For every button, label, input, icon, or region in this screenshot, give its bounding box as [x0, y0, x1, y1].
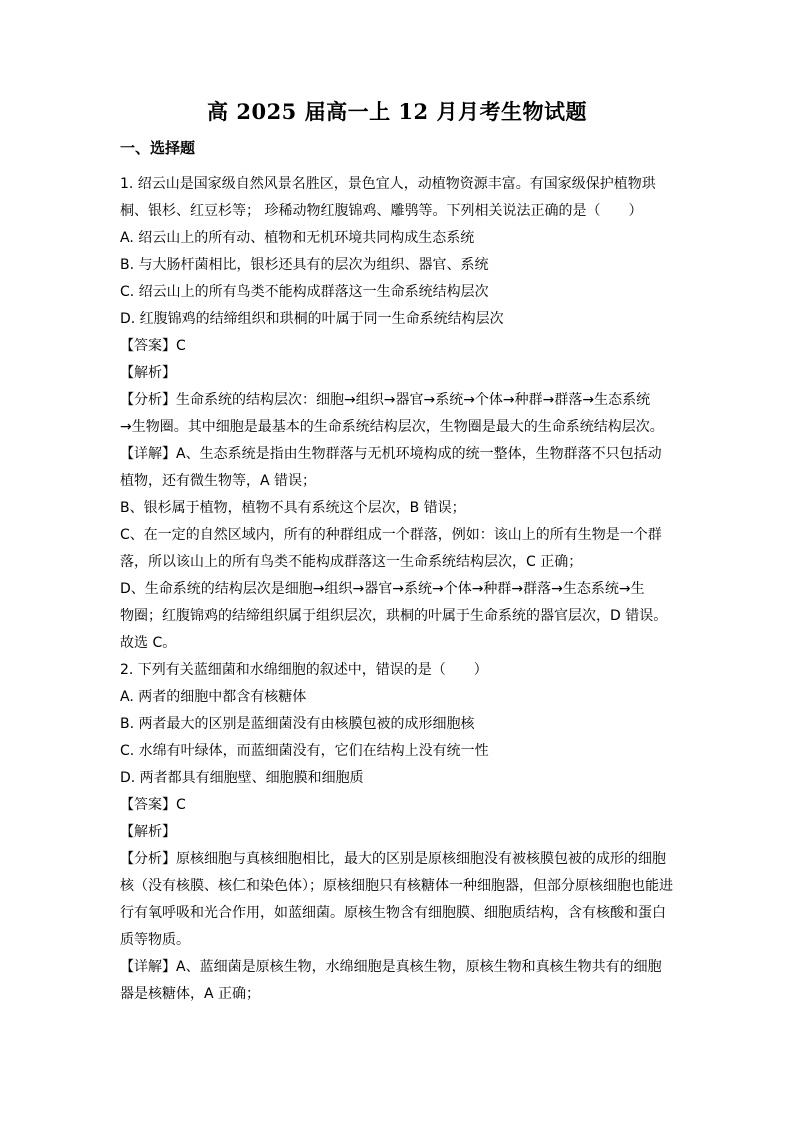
page-title: 高 2025 届高一上 12 月月考生物试题: [207, 99, 587, 124]
question-2-detail: 【详解】A、蓝细菌是原核生物，水绵细胞是真核生物，原核生物和真核生物共有的细胞: [120, 959, 662, 975]
question-1-detail: 【详解】A、生态系统是指由生物群落与无机环境构成的统一整体，生物群落不只包括动: [120, 446, 662, 462]
question-2-answer: 【答案】C: [120, 797, 186, 813]
question-1-analysis-label: 【解析】: [120, 365, 176, 381]
question-1-detail-d-cont: 物圈；红腹锦鸡的结缔组织属于组织层次，珙桐的叶属于生命系统的器官层次，D 错误。: [120, 608, 668, 624]
question-2-analysis-cont-2: 行有氧呼吸和光合作用，如蓝细菌。原核生物含有细胞膜、细胞质结构，含有核酸和蛋白: [120, 905, 666, 921]
question-2-analysis: 【分析】原核细胞与真核细胞相比，最大的区别是原核细胞没有被核膜包被的成形的细胞: [120, 851, 666, 867]
question-2-option-a: A. 两者的细胞中都含有核糖体: [120, 689, 307, 705]
question-2-option-b: B. 两者最大的区别是蓝细菌没有由核膜包被的成形细胞核: [120, 716, 475, 732]
question-1-detail-c-cont: 落，所以该山上的所有鸟类不能构成群落这一生命系统结构层次，C 正确；: [120, 554, 583, 570]
question-1-stem: 1. 绍云山是国家级自然风景名胜区，景色宜人，动植物资源丰富。有国家级保护植物珙: [120, 176, 656, 192]
question-1-detail-cont: 植物，还有微生物等，A 错误；: [120, 473, 317, 489]
question-1-detail-d: D、生命系统的结构层次是细胞→组织→器官→系统→个体→种群→群落→生态系统→生: [120, 581, 645, 597]
question-2-stem: 2. 下列有关蓝细菌和水绵细胞的叙述中，错误的是（ ）: [120, 662, 488, 678]
question-2-analysis-cont-1: 核（没有核膜、核仁和染色体）；原核细胞只有核糖体一种细胞器，但部分原核细胞也能进: [120, 878, 673, 894]
section-heading: 一、选择题: [120, 139, 196, 157]
question-1-option-c: C. 绍云山上的所有鸟类不能构成群落这一生命系统结构层次: [120, 284, 489, 300]
question-1-option-d: D. 红腹锦鸡的结缔组织和珙桐的叶属于同一生命系统结构层次: [120, 311, 504, 327]
question-1-detail-c: C、在一定的自然区域内，所有的种群组成一个群落，例如：该山上的所有生物是一个群: [120, 527, 662, 543]
question-2-option-c: C. 水绵有叶绿体，而蓝细菌没有，它们在结构上没有统一性: [120, 743, 489, 759]
question-1-option-a: A. 绍云山上的所有动、植物和无机环境共同构成生态系统: [120, 230, 475, 246]
question-1-detail-b: B、银杉属于植物，植物不具有系统这个层次，B 错误；: [120, 500, 466, 516]
question-2-detail-cont: 器是核糖体，A 正确；: [120, 986, 261, 1002]
question-1-analysis-cont: →生物圈。其中细胞是最基本的生命系统结构层次，生物圈是最大的生命系统结构层次。: [120, 419, 664, 435]
question-1-option-b: B. 与大肠杆菌相比，银杉还具有的层次为组织、器官、系统: [120, 257, 489, 273]
question-2-analysis-label: 【解析】: [120, 824, 176, 840]
question-1-answer: 【答案】C: [120, 338, 186, 354]
question-1-analysis: 【分析】生命系统的结构层次：细胞→组织→器官→系统→个体→种群→群落→生态系统: [120, 392, 651, 408]
question-2-option-d: D. 两者都具有细胞壁、细胞膜和细胞质: [120, 770, 364, 786]
question-1-choice: 故选 C。: [120, 635, 177, 651]
question-2-analysis-cont-3: 质等物质。: [120, 932, 190, 948]
question-1-stem-cont: 桐、银杉、红豆杉等； 珍稀动物红腹锦鸡、雕鸮等。下列相关说法正确的是（ ）: [120, 203, 643, 219]
